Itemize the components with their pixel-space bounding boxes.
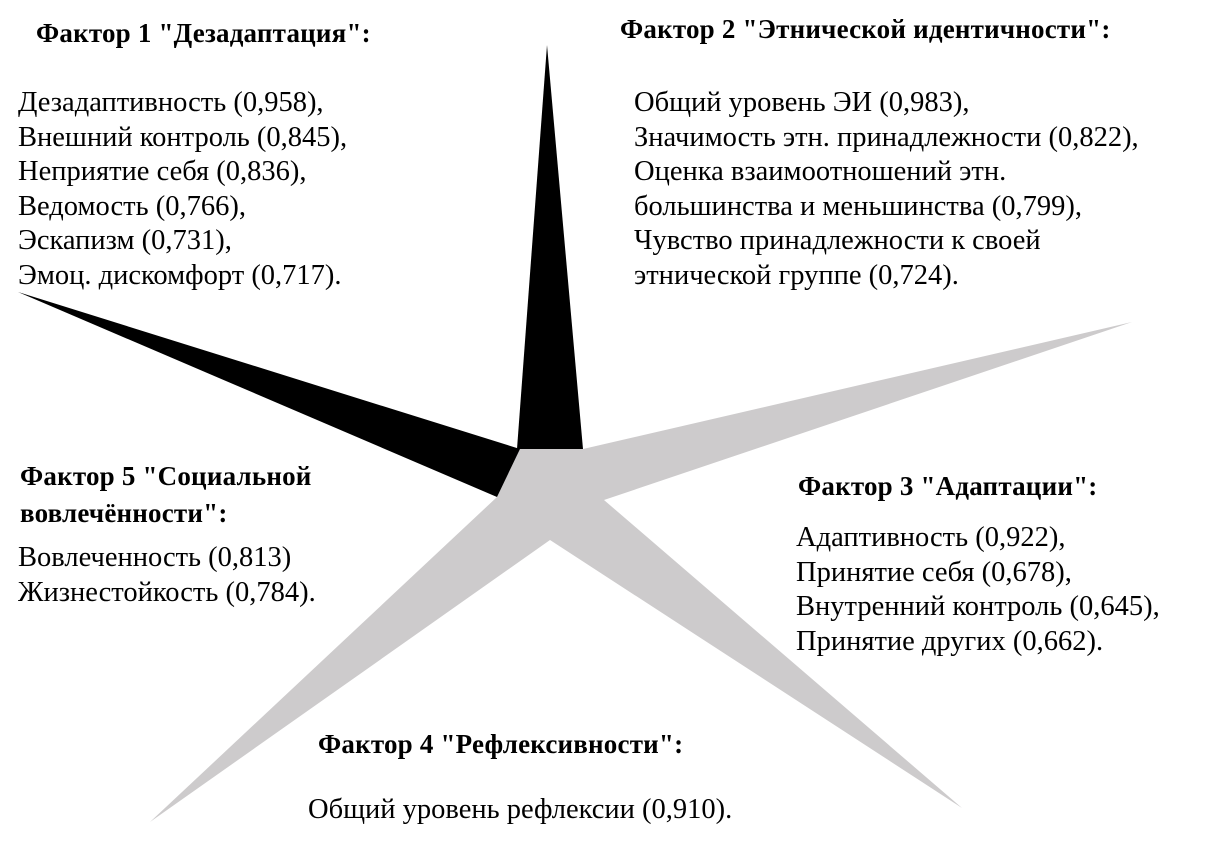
factor-2-item: этнической группе (0,724). — [634, 259, 959, 291]
factor-4-item: Общий уровень рефлексии (0,910). — [308, 794, 733, 825]
factor-5-item: Вовлеченность (0,813) — [18, 542, 292, 573]
factor-3-item: Адаптивность (0,922), — [796, 522, 1066, 553]
factor-1-item: Дезадаптивность (0,958), — [18, 87, 324, 118]
dark-ray-factor-2 — [517, 45, 583, 449]
factor-2-item: Оценка взаимоотношений этн. — [634, 156, 1007, 187]
factor-5-item: Жизнестойкость (0,784). — [18, 576, 316, 608]
factor-2-title: Фактор 2 "Этнической идентичности": — [620, 14, 1111, 44]
factor-2-item: большинства и меньшинства (0,799), — [634, 190, 1082, 222]
factor-5-block — [18, 458, 380, 608]
factor-2-block — [620, 11, 1139, 291]
factor-3-item: Принятие других (0,662). — [796, 625, 1104, 657]
factor-2-item: Чувство принадлежности к своей — [634, 225, 1041, 256]
factor-1-item: Ведомость (0,766), — [18, 190, 246, 222]
factor-4-block — [308, 726, 733, 825]
factor-2-item: Общий уровень ЭИ (0,983), — [634, 87, 970, 118]
factor-3-block — [796, 468, 1160, 657]
factor-1-item: Неприятие себя (0,836), — [18, 156, 307, 187]
factor-1-block — [18, 15, 371, 291]
factor-2-item: Значимость этн. принадлежности (0,822), — [634, 121, 1139, 153]
factor-3-title: Фактор 3 "Адаптации": — [798, 471, 1098, 501]
factor-4-title: Фактор 4 "Рефлексивности": — [318, 729, 684, 759]
factor-1-item: Эмоц. дискомфорт (0,717). — [18, 259, 342, 291]
factor-1-title: Фактор 1 "Дезадаптация": — [36, 18, 371, 48]
factor-1-item: Внешний контроль (0,845), — [18, 121, 348, 153]
factor-3-item: Внутренний контроль (0,645), — [796, 591, 1160, 622]
factor-5-title: Фактор 5 "Социальной вовлечённости": — [20, 461, 312, 528]
factor-3-item: Принятие себя (0,678), — [796, 556, 1072, 588]
factor-1-item: Эскапизм (0,731), — [18, 225, 232, 256]
